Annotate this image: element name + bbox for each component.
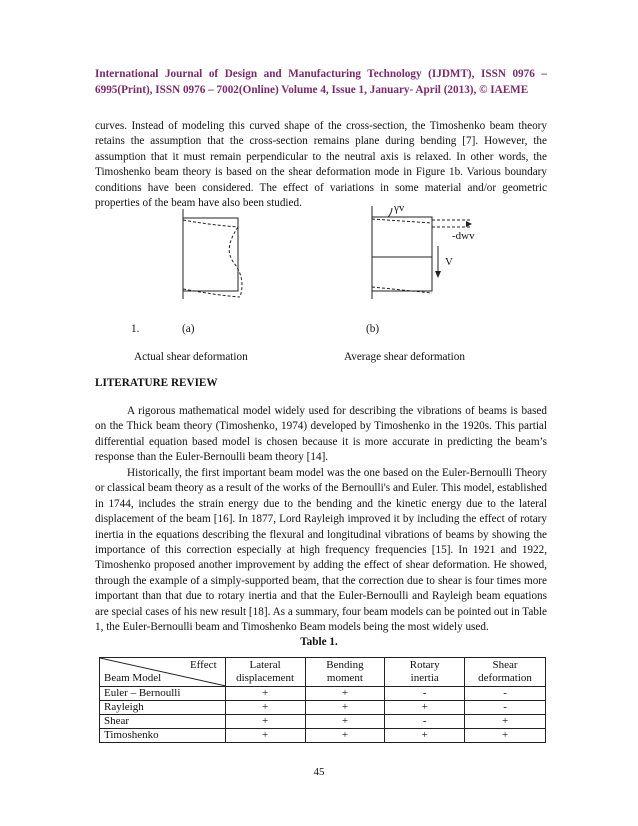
fig-a-warped-section (229, 227, 242, 297)
table-cell: + (305, 715, 385, 729)
table-row (100, 729, 546, 743)
table-row (100, 701, 546, 715)
caption-actual-shear: Actual shear deformation (134, 351, 248, 363)
beam-model-table (99, 657, 546, 743)
table-cell: - (385, 687, 465, 701)
table-header-row (100, 658, 546, 687)
fig-b-sheared-top (372, 219, 432, 223)
fig-b-sheared-bottom (372, 287, 432, 293)
table-title: Table 1. (300, 636, 338, 648)
table-cell: + (225, 687, 305, 701)
table-cell: + (225, 729, 305, 743)
table-cell: - (385, 715, 465, 729)
intro-paragraph: curves. Instead of modeling this curved shape of the cross-section, the Timoshenko beam theory retains the assumption that the cross-section remains plane during bending [7]. However, the assumption that it must remain perpendicular to the neutral axis is relaxed. In other words, the Timoshenko beam theory is based on the shear deformation mode in Figure 1b. Various boundary conditions have been considered. The effect of variations in some material and/or geometric properties of the beam have also been studied. (95, 120, 547, 210)
fig-label-gamma: γv (394, 202, 405, 214)
journal-header: International Journal of Design and Manufacturing Technology (IJDMT), ISSN 0976 – 6995(Print), ISSN 0976 – 7002(Online) Volume 4, Issue 1, January- April (2013), © IAEME (95, 68, 547, 96)
table-cell: + (385, 729, 465, 743)
table-row-model: Timoshenko (100, 729, 226, 743)
fig-a-deformed-top (183, 220, 238, 227)
fig-label-dw: -dwv (452, 230, 475, 242)
figure-number: 1. (131, 323, 140, 335)
corner-model-label: Beam Model (104, 672, 162, 684)
figure-sub-a: (a) (182, 323, 195, 335)
table-cell: + (225, 715, 305, 729)
paragraph-1: A rigorous mathematical model widely used for describing the vibrations of beams is based on the Thick beam theory (Timoshenko, 1974) developed by Timoshenko in the 1920s. This partial differential equation based model is chosen because it is more accurate in predicting the beam’s response than the Euler-Bernoulli beam theory [14]. (95, 405, 547, 464)
table-cell: + (225, 701, 305, 715)
fig-b-beam-element (372, 217, 432, 291)
fig-a-beam-element (183, 218, 238, 291)
fig-label-v: V (445, 256, 453, 268)
figure-b-average-shear (360, 200, 480, 305)
table-header-cell: Shear deformation (465, 658, 546, 687)
section-heading: LITERATURE REVIEW (95, 377, 218, 389)
table-cell: + (465, 729, 546, 743)
page-number: 45 (313, 766, 325, 778)
table-row (100, 715, 546, 729)
table-header-cell: Lateral displacement (225, 658, 305, 687)
figure-a-actual-shear (170, 205, 260, 305)
table-cell: + (385, 701, 465, 715)
table-row (100, 687, 546, 701)
table-cell: - (465, 687, 546, 701)
fig-b-slope-arrowhead (466, 221, 472, 227)
table-row-model: Shear (100, 715, 226, 729)
fig-b-shear-force-arrowhead (435, 271, 441, 278)
paragraph-2: Historically, the first important beam model was the one based on the Euler-Bernoulli Theory or classical beam theory as a result of the works of the Bernoulli's and Euler. This model, established in 1744, includes the strain energy due to the bending and the kinetic energy due to the lateral displacement of the beam [16]. In 1877, Lord Rayleigh improved it by including the effect of rotary inertia in the equations describing the flexural and longitudinal vibrations of beams by showing the importance of this correction especially at high frequency frequencies [15]. In 1921 and 1922, Timoshenko proposed another improvement by adding the effect of shear deformation. He showed, through the example of a simply-supported beam, that the correction due to shear is four times more important than that due to rotary inertia and that the Euler-Bernoulli and Rayleigh beam equations are special cases of his new result [18]. As a summary, four beam models can be pointed out in Table 1, the Euler-Bernoulli beam and Timoshenko Beam models being the most widely used. (95, 467, 547, 634)
table-row-model: Rayleigh (100, 701, 226, 715)
fig-b-gamma-arc (388, 208, 392, 217)
caption-average-shear: Average shear deformation (344, 351, 465, 363)
table-cell: - (465, 701, 546, 715)
fig-a-deformed-bottom (183, 289, 240, 297)
table-cell: + (465, 715, 546, 729)
figure-sub-b: (b) (366, 323, 380, 335)
table-header-cell: Rotary inertia (385, 658, 465, 687)
table-corner-cell (100, 658, 226, 687)
table-cell: + (305, 729, 385, 743)
corner-effect-label: Effect (189, 659, 217, 671)
table-cell: + (305, 701, 385, 715)
table-header-cell: Bending moment (305, 658, 385, 687)
table-row-model: Euler – Bernoulli (100, 687, 226, 701)
table-cell: + (305, 687, 385, 701)
